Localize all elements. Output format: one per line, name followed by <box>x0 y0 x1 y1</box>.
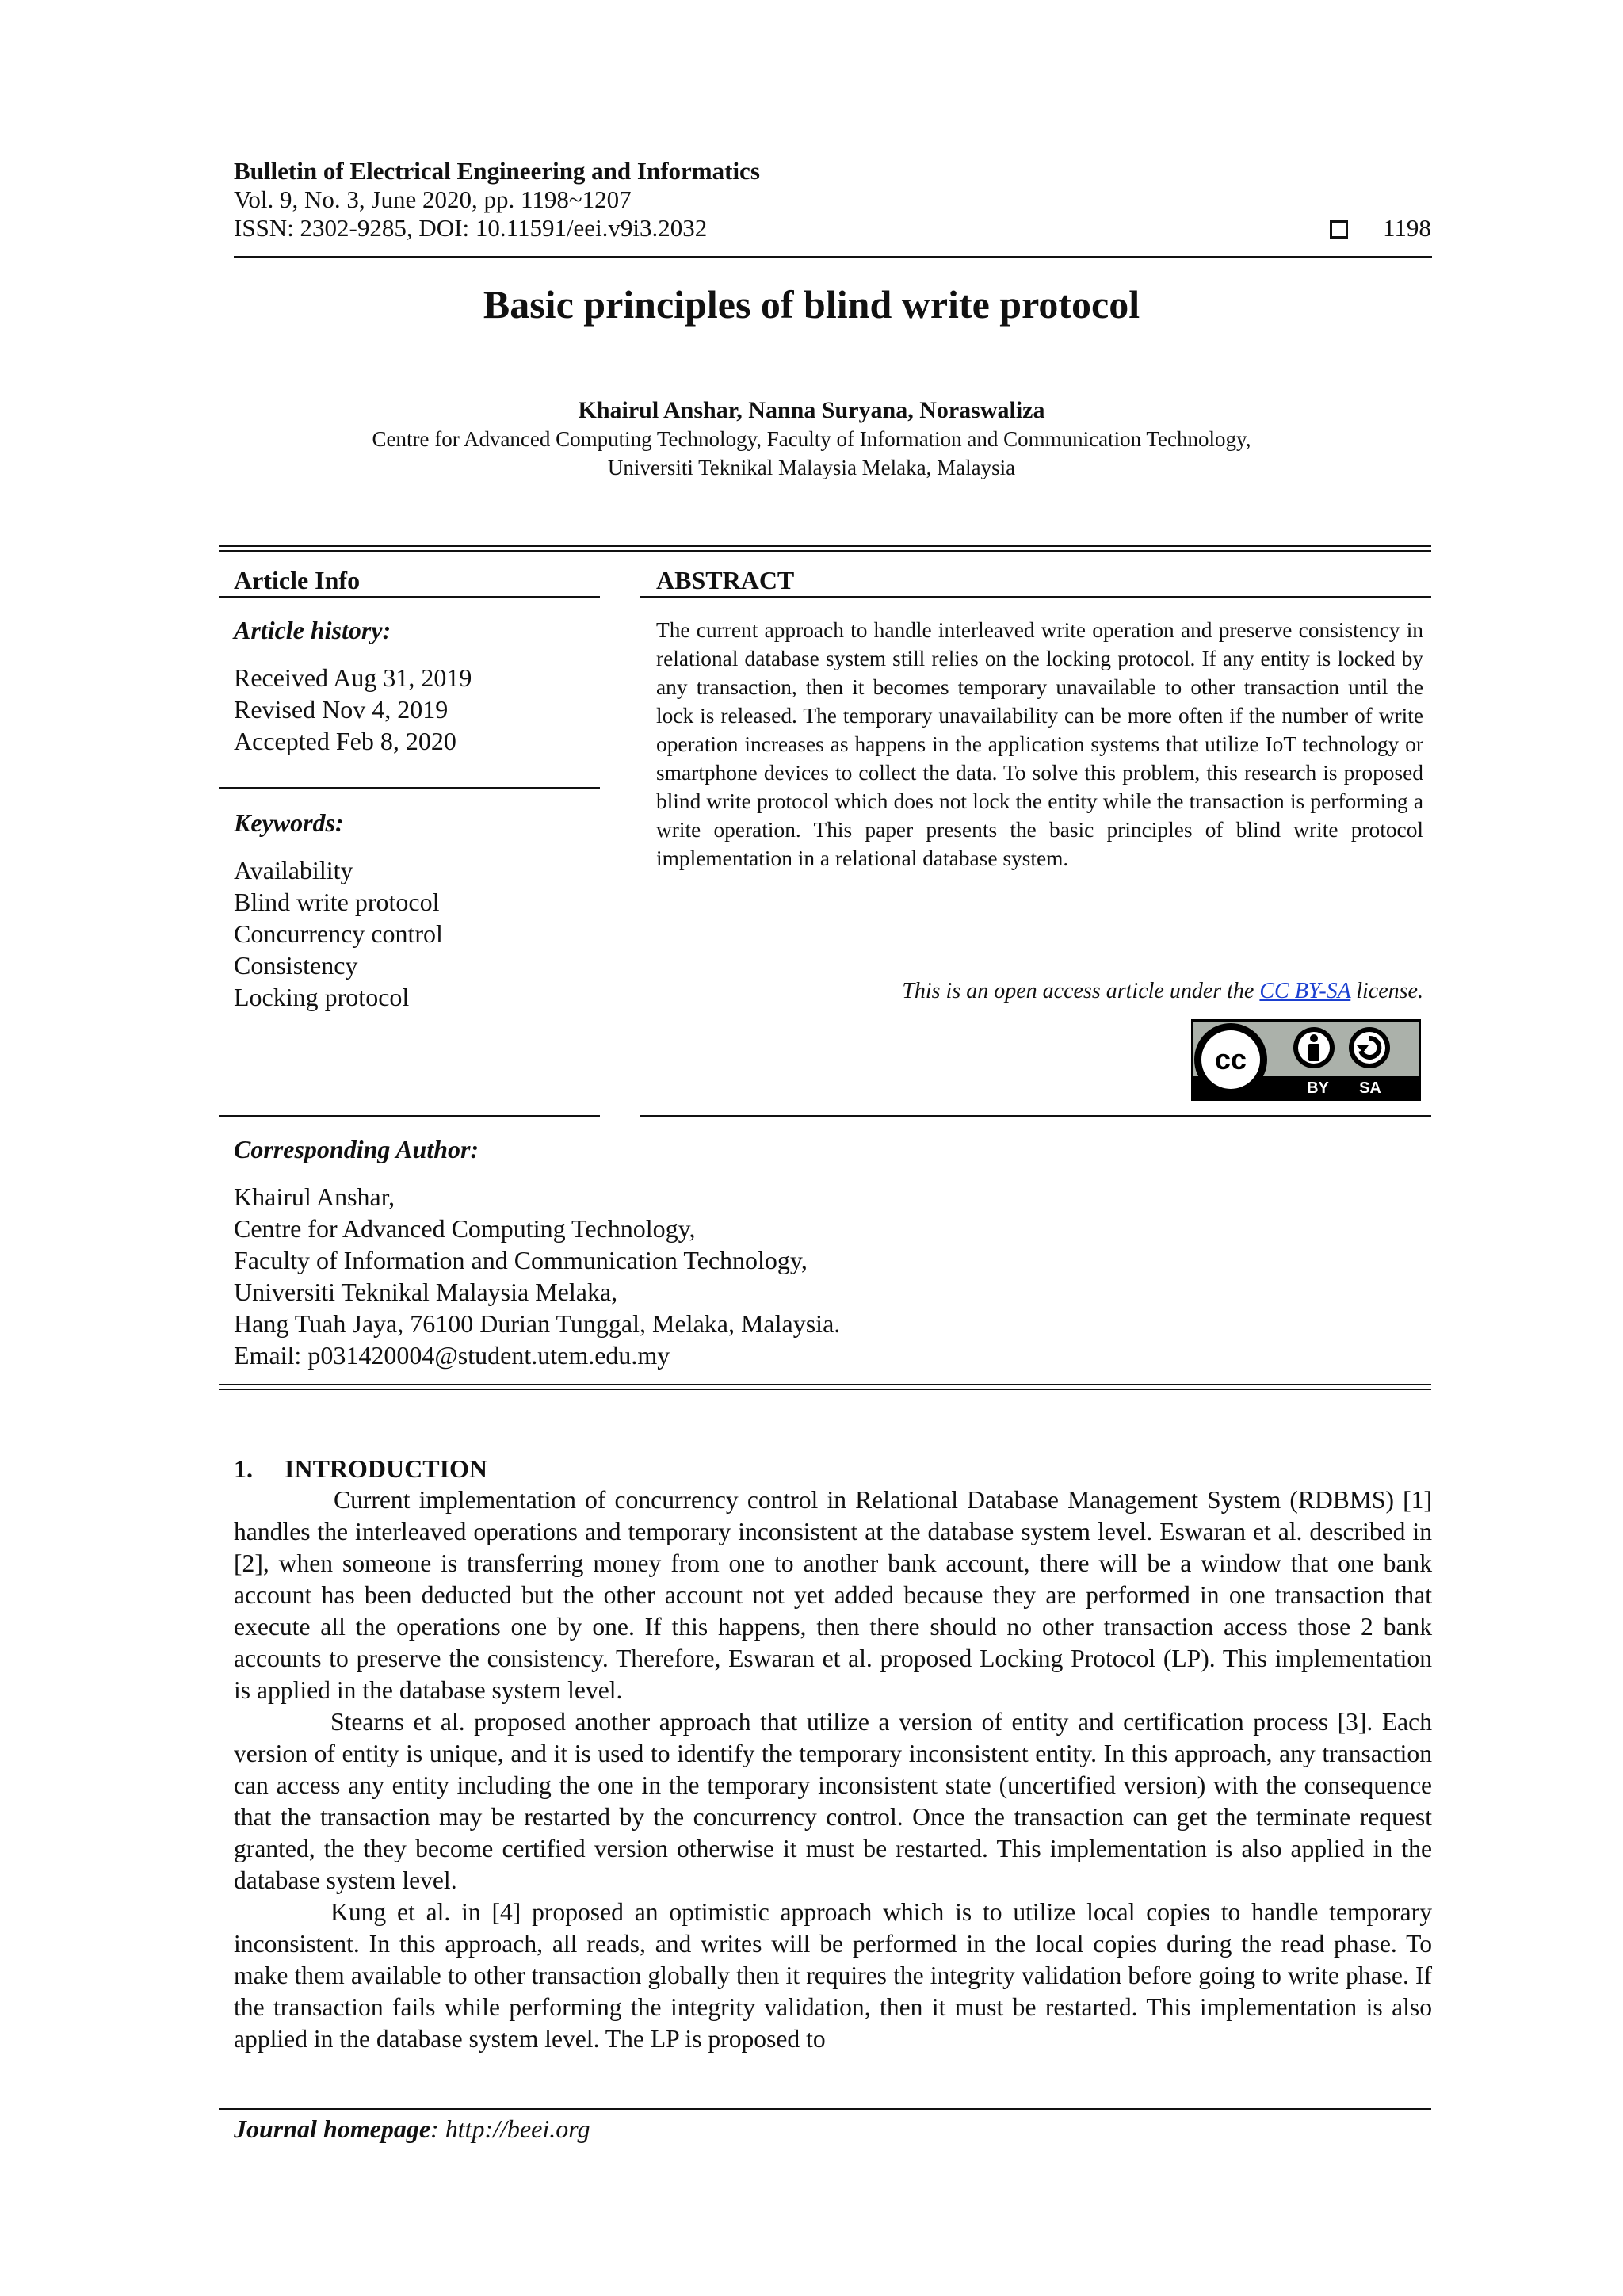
revised-date: Revised Nov 4, 2019 <box>234 695 449 724</box>
paper-title: Basic principles of blind write protocol <box>483 282 1140 327</box>
article-history-heading: Article history: <box>234 616 391 644</box>
journal-issn: ISSN: 2302-9285, DOI: 10.11591/eei.v9i3.2032 <box>234 214 708 242</box>
article-info-rule <box>219 596 600 598</box>
intro-paragraph <box>234 1484 1432 1706</box>
intro-paragraph-text: Stearns et al. proposed another approach that utilize a version of entity and certification process [3]. Each version of entity is unique, and it is used to identify the temporary inconsistent entity. In this approach, any transaction can access any entity including the one in the temporary inconsistent state (uncertified version) with the consequence that the transaction may be restarted by the concurrency control. Once the transaction can get the terminate request granted, the they become certified version otherwise it must be restarted. This implementation is also applied in the database system level. <box>234 1708 1432 1894</box>
received-date: Received Aug 31, 2019 <box>234 663 472 692</box>
badge-cc-text: cc <box>1214 1043 1247 1075</box>
corresponding-bottom-rule-2 <box>219 1389 1431 1390</box>
journal-name: Bulletin of Electrical Engineering and Informatics <box>234 157 760 185</box>
corresponding-line: Faculty of Information and Communication Technology, <box>234 1246 808 1274</box>
badge-sa-text: SA <box>1359 1079 1381 1097</box>
corresponding-line: Universiti Teknikal Malaysia Melaka, <box>234 1278 618 1306</box>
corresponding-line: Khairul Anshar, <box>234 1182 395 1211</box>
intro-paragraph <box>234 1706 1432 1897</box>
corresponding-bottom-rule <box>219 1384 1431 1385</box>
article-info-bottom-rule <box>219 1115 600 1117</box>
accepted-date: Accepted Feb 8, 2020 <box>234 727 456 755</box>
keyword-item: Blind write protocol <box>234 888 440 916</box>
affiliation-line-2: Universiti Teknikal Malaysia Melaka, Malaysia <box>607 456 1016 479</box>
info-top-rule <box>219 545 1431 547</box>
journal-homepage <box>234 2113 590 2145</box>
affiliation-line-1: Centre for Advanced Computing Technology, Faculty of Information and Communication Technology, <box>372 427 1251 451</box>
keywords-heading: Keywords: <box>234 808 344 837</box>
keyword-item: Availability <box>234 856 353 884</box>
intro-paragraph-text: Kung et al. in [4] proposed an optimistic approach which is to utilize local copies to handle temporary inconsistent. In this approach, all reads, and writes will be performed in the local copies during the read phase. To make them available to other transaction globally then it requires the integrity validation before going to write phase. If the transaction fails while performing the integrity validation, then it must be restarted. This implementation is also applied in the database system level. The LP is proposed to <box>234 1898 1432 2053</box>
license-suffix: license. <box>1350 979 1423 1003</box>
journal-homepage-url[interactable]: : http://beei.org <box>430 2115 590 2143</box>
cc-by-sa-badge-icon[interactable] <box>1191 1019 1421 1101</box>
article-info-heading: Article Info <box>234 566 361 594</box>
abstract-rule <box>640 596 1431 598</box>
keyword-item: Concurrency control <box>234 919 443 948</box>
corresponding-email: Email: p031420004@student.utem.edu.my <box>234 1341 670 1370</box>
intro-paragraph-text: Current implementation of concurrency control in Relational Database Management System (RDBMS) [1] handles the interleaved operations and temporary inconsistent at the database system level. Eswaran et al. described in [2], when someone is transferring money from one to another bank account, there will be a window that one bank account has been deducted but the other account not yet added because they are performed in one transaction that execute all the operations one by one. If this happens, then there should no other transaction access those 2 bank accounts to preserve the consistency. Therefore, Eswaran et al. proposed Locking Protocol (LP). This implementation is applied in the database system level. <box>234 1486 1432 1704</box>
checkbox-square-icon <box>1330 220 1348 239</box>
open-access-note <box>656 977 1423 1006</box>
license-prefix: This is an open access article under the <box>902 979 1260 1003</box>
journal-volume: Vol. 9, No. 3, June 2020, pp. 1198~1207 <box>234 185 632 213</box>
keyword-item: Consistency <box>234 951 358 980</box>
keywords-rule <box>219 787 600 789</box>
introduction-heading: 1. INTRODUCTION <box>234 1454 488 1483</box>
page-number: 1198 <box>1383 214 1431 242</box>
abstract-text: The current approach to handle interleaved write operation and preserve consistency in relational database system still relies on the locking protocol. If any entity is locked by any transaction, then it becomes temporary unavailable to other transaction until the lock is released. The temporary unavailability can be more often if the number of write operation increases as happens in the application systems that utilize IoT technology or smartphone devices to collect the data. To solve this problem, this research is proposed blind write protocol which does not lock the entity while the transaction is performing a write operation. This paper presents the basic principles of blind write protocol implementation in a relational database system. <box>656 618 1423 870</box>
corresponding-line: Centre for Advanced Computing Technology, <box>234 1214 696 1243</box>
footer-rule <box>219 2108 1431 2110</box>
intro-paragraph <box>234 1897 1432 2055</box>
cc-by-sa-link[interactable]: CC BY-SA <box>1259 979 1351 1003</box>
authors: Khairul Anshar, Nanna Suryana, Noraswaliza <box>578 397 1045 423</box>
info-top-rule-2 <box>219 550 1431 552</box>
header-rule <box>234 256 1432 258</box>
corresponding-line: Hang Tuah Jaya, 76100 Durian Tunggal, Melaka, Malaysia. <box>234 1309 841 1338</box>
corresponding-author-heading: Corresponding Author: <box>234 1135 479 1163</box>
abstract-heading: ABSTRACT <box>656 566 795 594</box>
keyword-item: Locking protocol <box>234 983 410 1011</box>
abstract-bottom-rule <box>640 1115 1431 1117</box>
journal-homepage-label: Journal homepage <box>234 2115 431 2143</box>
badge-by-text: BY <box>1307 1079 1329 1097</box>
